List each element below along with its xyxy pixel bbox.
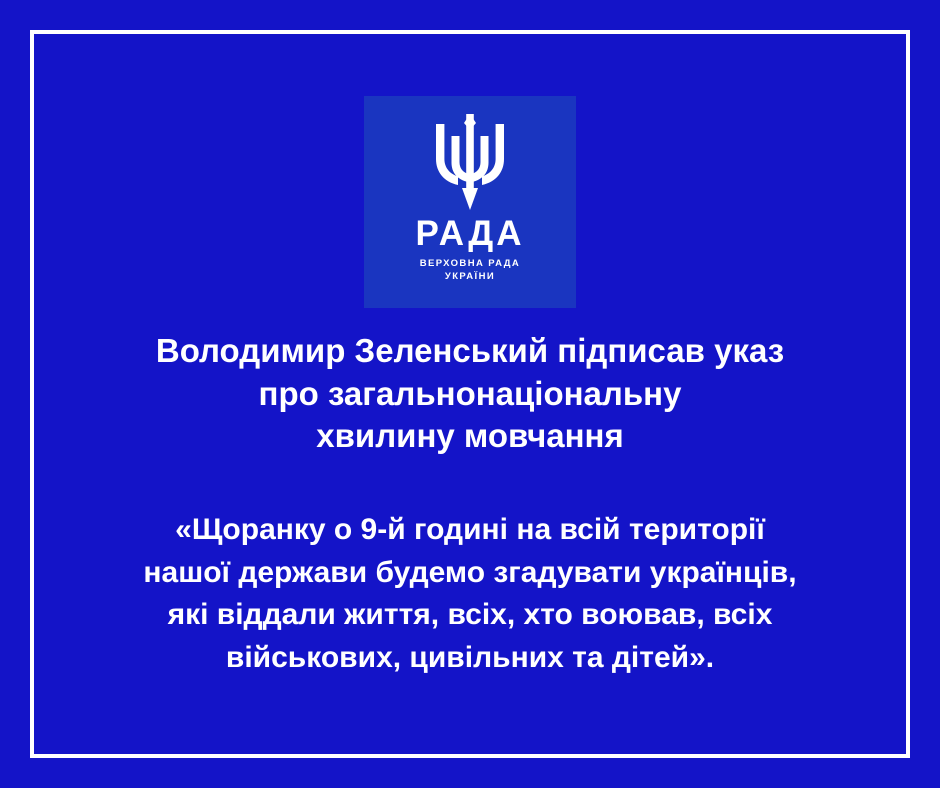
quote-line-4: військових, цивільних та дітей». (225, 640, 715, 674)
quote-line-3: які віддали життя, всіх, хто воював, всіх (167, 598, 773, 632)
rada-wordmark: РАДА (415, 214, 525, 254)
headline-line-1: Володимир Зеленський підписав указ (155, 332, 785, 370)
headline (156, 330, 784, 457)
ukrainian-trident-icon (432, 114, 508, 210)
quote-line-1: «Щоранку о 9-й годині на всій території (175, 513, 765, 547)
card-content (30, 78, 910, 709)
headline-line-3: хвилину мовчання (316, 416, 624, 454)
headline-line-2: про загальнонаціональну (258, 374, 682, 412)
rada-logo-block (364, 96, 576, 308)
rada-subtitle (420, 258, 520, 284)
rada-subtitle-line-1: ВЕРХОВНА РАДА (419, 258, 521, 270)
quote-text (143, 509, 796, 679)
rada-subtitle-line-2: УКРАЇНИ (444, 271, 496, 283)
quote-line-2: нашої держави будемо згадувати українців, (143, 555, 797, 589)
